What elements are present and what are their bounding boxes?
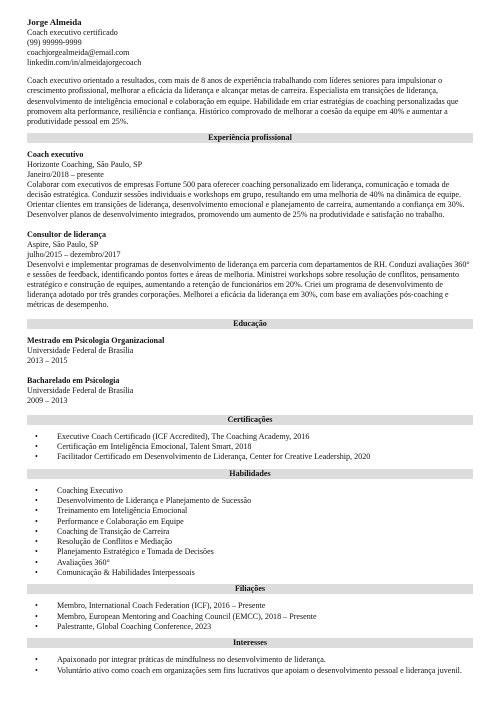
list-item: • Executive Coach Certificado (ICF Accredited), The Coaching Academy, 2016 [57,432,473,442]
candidate-title: Coach executivo certificado [27,28,118,37]
school-name: Universidade Federal de Brasília [27,346,134,356]
education-entry [27,376,473,406]
job-dates: julho/2015 – dezembro/2017 [27,249,121,259]
school-name: Universidade Federal de Brasília [27,385,134,395]
phone-number: (99) 99999-9999 [27,38,82,48]
section-heading-interests: Interesses [27,638,473,648]
education-entry [27,336,473,366]
list-item: • Voluntário ativo como coach em organizações sem fins lucrativos que apoiam o desenvolvimento pessoal e liderança juvenil. [57,666,473,676]
degree-name: Mestrado em Psicologia Organizacional [27,336,165,346]
skills-list [27,486,473,579]
professional-summary: Coach executivo orientado a resultados, com mais de 8 anos de experiência trabalhando com líderes seniores para impulsionar o crescimento profissional, melhorar a eficácia da liderança e alcançar metas de carreira. Especialista em transições de liderança, desenvolvimento de inteligência emocional e colaboração em equipe. Habilidade em criar estratégias de coaching personalizadas que promovem alta performance, resiliência e confiança. Histórico comprovado de melhorar a coesão da equipe em 40% e aumentar a produtividade pessoal em 25%. [27,76,459,126]
job-company: Horizonte Coaching, São Paulo, SP [27,159,143,169]
resume-header [27,17,473,68]
section-heading-education: Educação [27,319,473,329]
list-item: • Avaliações 360° [57,558,473,568]
affiliations-list [27,601,473,632]
list-item: • Resolução de Conflitos e Mediação [57,537,473,547]
list-item: • Certificação em Inteligência Emocional, Talent Smart, 2018 [57,442,473,452]
section-heading-certifications: Certificações [27,415,473,425]
job-entry [27,150,473,221]
list-item: • Planejamento Estratégico e Tomada de Decisões [57,547,473,557]
list-item: • Treinamento em Inteligência Emocional [57,506,473,516]
job-entry [27,230,473,311]
list-item: • Facilitador Certificado em Desenvolvimento de Liderança, Center for Creative Leadership, 2020 [57,452,473,462]
job-title: Consultor de liderança [27,229,106,239]
job-dates: Janeiro/2018 – presente [27,170,104,180]
certifications-list [27,432,473,463]
section-heading-experience: Experiência profissional [27,133,473,143]
job-description: Desenvolvi e implementar programas de desenvolvimento de liderança em parceria com departamentos de RH. Conduzi avaliações 360° e sessões de feedback, identificando pontos fortes e áreas de melhoria. Ministrei workshops sobre resolução de conflitos, pensamento estratégico e construção de equipes, aumentando a retenção de funcionários em 20%. Criei um programa de desenvolvimento de liderança adotado por três grandes corporações. Melhorei a eficácia da liderança em 30%, com base em avaliações pós-coaching e métricas de desempenho. [27,259,470,310]
list-item: • Palestrante, Global Coaching Conference, 2023 [57,622,473,632]
education-dates: 2009 – 2013 [27,395,68,405]
list-item: • Performance e Colaboração em Equipe [57,517,473,527]
email-address: coachjorgealmeida@email.com [27,48,130,58]
interests-list [27,655,473,676]
list-item: • Membro, International Coach Federation (ICF), 2016 – Presente [57,601,473,611]
linkedin-url: linkedin.com/in/almeidajorgecoach [27,58,142,68]
education-dates: 2013 – 2015 [27,356,68,366]
list-item: • Coaching Executivo [57,486,473,496]
section-heading-skills: Habilidades [27,469,473,479]
job-title: Coach executivo [27,149,84,159]
section-heading-affiliations: Filiações [27,584,473,594]
degree-name: Bacharelado em Psicologia [27,375,120,385]
job-company: Aspire, São Paulo, SP [27,239,99,249]
list-item: • Membro, European Mentoring and Coaching Council (EMCC), 2018 – Presente [57,612,473,622]
job-description: Colaborar com executivos de empresas Fortune 500 para oferecer coaching personalizado em liderança, comunicação e tomada de decisão estratégica. Conduzir sessões individuais e workshops em grupo, resultando em uma melhoria de 40% na dinâmica de equipe. Orientar clientes em transições de liderança, desenvolvimento emocional e planejamento de carreira, aumentando a confiança em 30%. Desenvolver planos de desenvolvimento integrados, promovendo um aumento de 25% na produtividade e satisfação no trabalho. [27,180,465,220]
candidate-name: Jorge Almeida [27,17,82,27]
list-item: • Comunicação & Habilidades Interpessoais [57,568,473,578]
list-item: • Coaching de Transição de Carreira [57,527,473,537]
list-item: • Apaixonado por integrar práticas de mindfulness no desenvolvimento de liderança. [57,655,473,665]
list-item: • Desenvolvimento de Liderança e Planejamento de Sucessão [57,496,473,506]
